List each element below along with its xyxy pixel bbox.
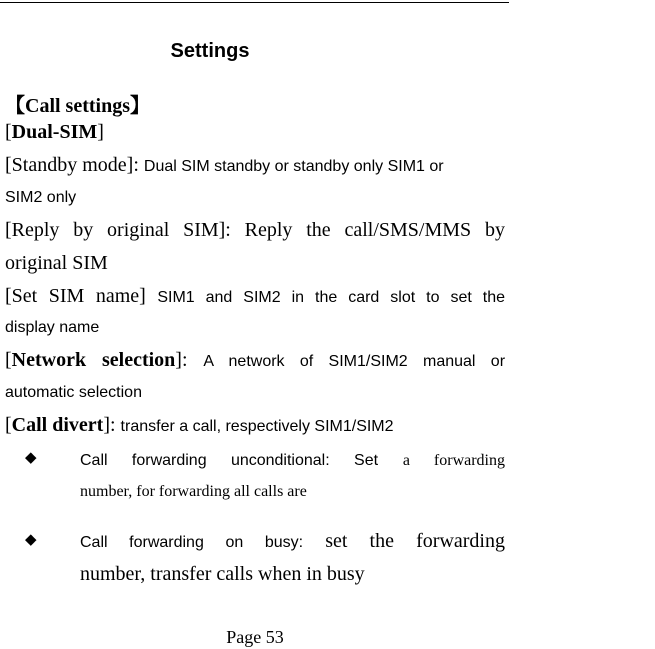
bullet-1-rest: a forwarding: [402, 452, 505, 469]
bullet-item-busy-cont: number, transfer calls when in busy: [80, 563, 365, 585]
set-sim-name-desc: SIM1 and SIM2 in the card slot to set the: [157, 289, 505, 306]
bullet-item-unconditional: [80, 443, 505, 477]
network-selection-term: Network selection: [11, 349, 176, 371]
standby-desc: Dual SIM standby or standby only SIM1 or: [143, 158, 444, 175]
page-title: Settings: [170, 40, 250, 62]
bullet-item-unconditional-cont: number, for forwarding all calls are: [80, 483, 307, 500]
set-sim-name-desc-cont: display name: [5, 319, 100, 336]
bullet-item-busy: [80, 525, 505, 559]
dual-sim-line: [Dual-SIM]: [5, 121, 104, 143]
standby-term: Standby mode: [11, 154, 127, 176]
bullet-2-lead: Call forwarding on busy:: [80, 534, 304, 551]
set-sim-name-line: [Set SIM name] SIM1 and SIM2 in the card slot to set the: [5, 285, 505, 307]
call-divert-term: Call divert: [11, 414, 104, 436]
bullet-2-rest: set the forwarding: [325, 530, 505, 552]
standby-desc-cont: SIM2 only: [5, 189, 77, 206]
reply-line-cont: original SIM: [5, 252, 108, 274]
bullet-diamond-icon: ◆: [25, 532, 37, 548]
standby-mode-line: [Standby mode]: Dual SIM standby or standby only SIM1 or: [5, 154, 444, 176]
dual-sim-label: Dual-SIM: [11, 121, 98, 143]
bullet-diamond-icon: ◆: [25, 450, 37, 466]
top-rule: [0, 2, 509, 3]
bullet-1-lead: Call forwarding unconditional: Set: [80, 452, 379, 469]
network-selection-line: [Network selection]: A network of SIM1/SIM2 manual or: [5, 349, 506, 371]
call-divert-desc: transfer a call, respectively SIM1/SIM2: [120, 418, 394, 435]
page-number: Page 53: [226, 627, 284, 647]
set-sim-name-term: Set SIM name: [11, 285, 140, 307]
network-selection-desc: A network of SIM1/SIM2 manual or: [203, 353, 506, 370]
reply-line: [Reply by original SIM]: Reply the call/SMS/MMS by: [5, 219, 505, 241]
section-heading: 【Call settings】: [5, 95, 150, 117]
call-divert-line: [Call divert]: transfer a call, respectively SIM1/SIM2: [5, 414, 394, 436]
network-selection-desc-cont: automatic selection: [5, 384, 142, 401]
